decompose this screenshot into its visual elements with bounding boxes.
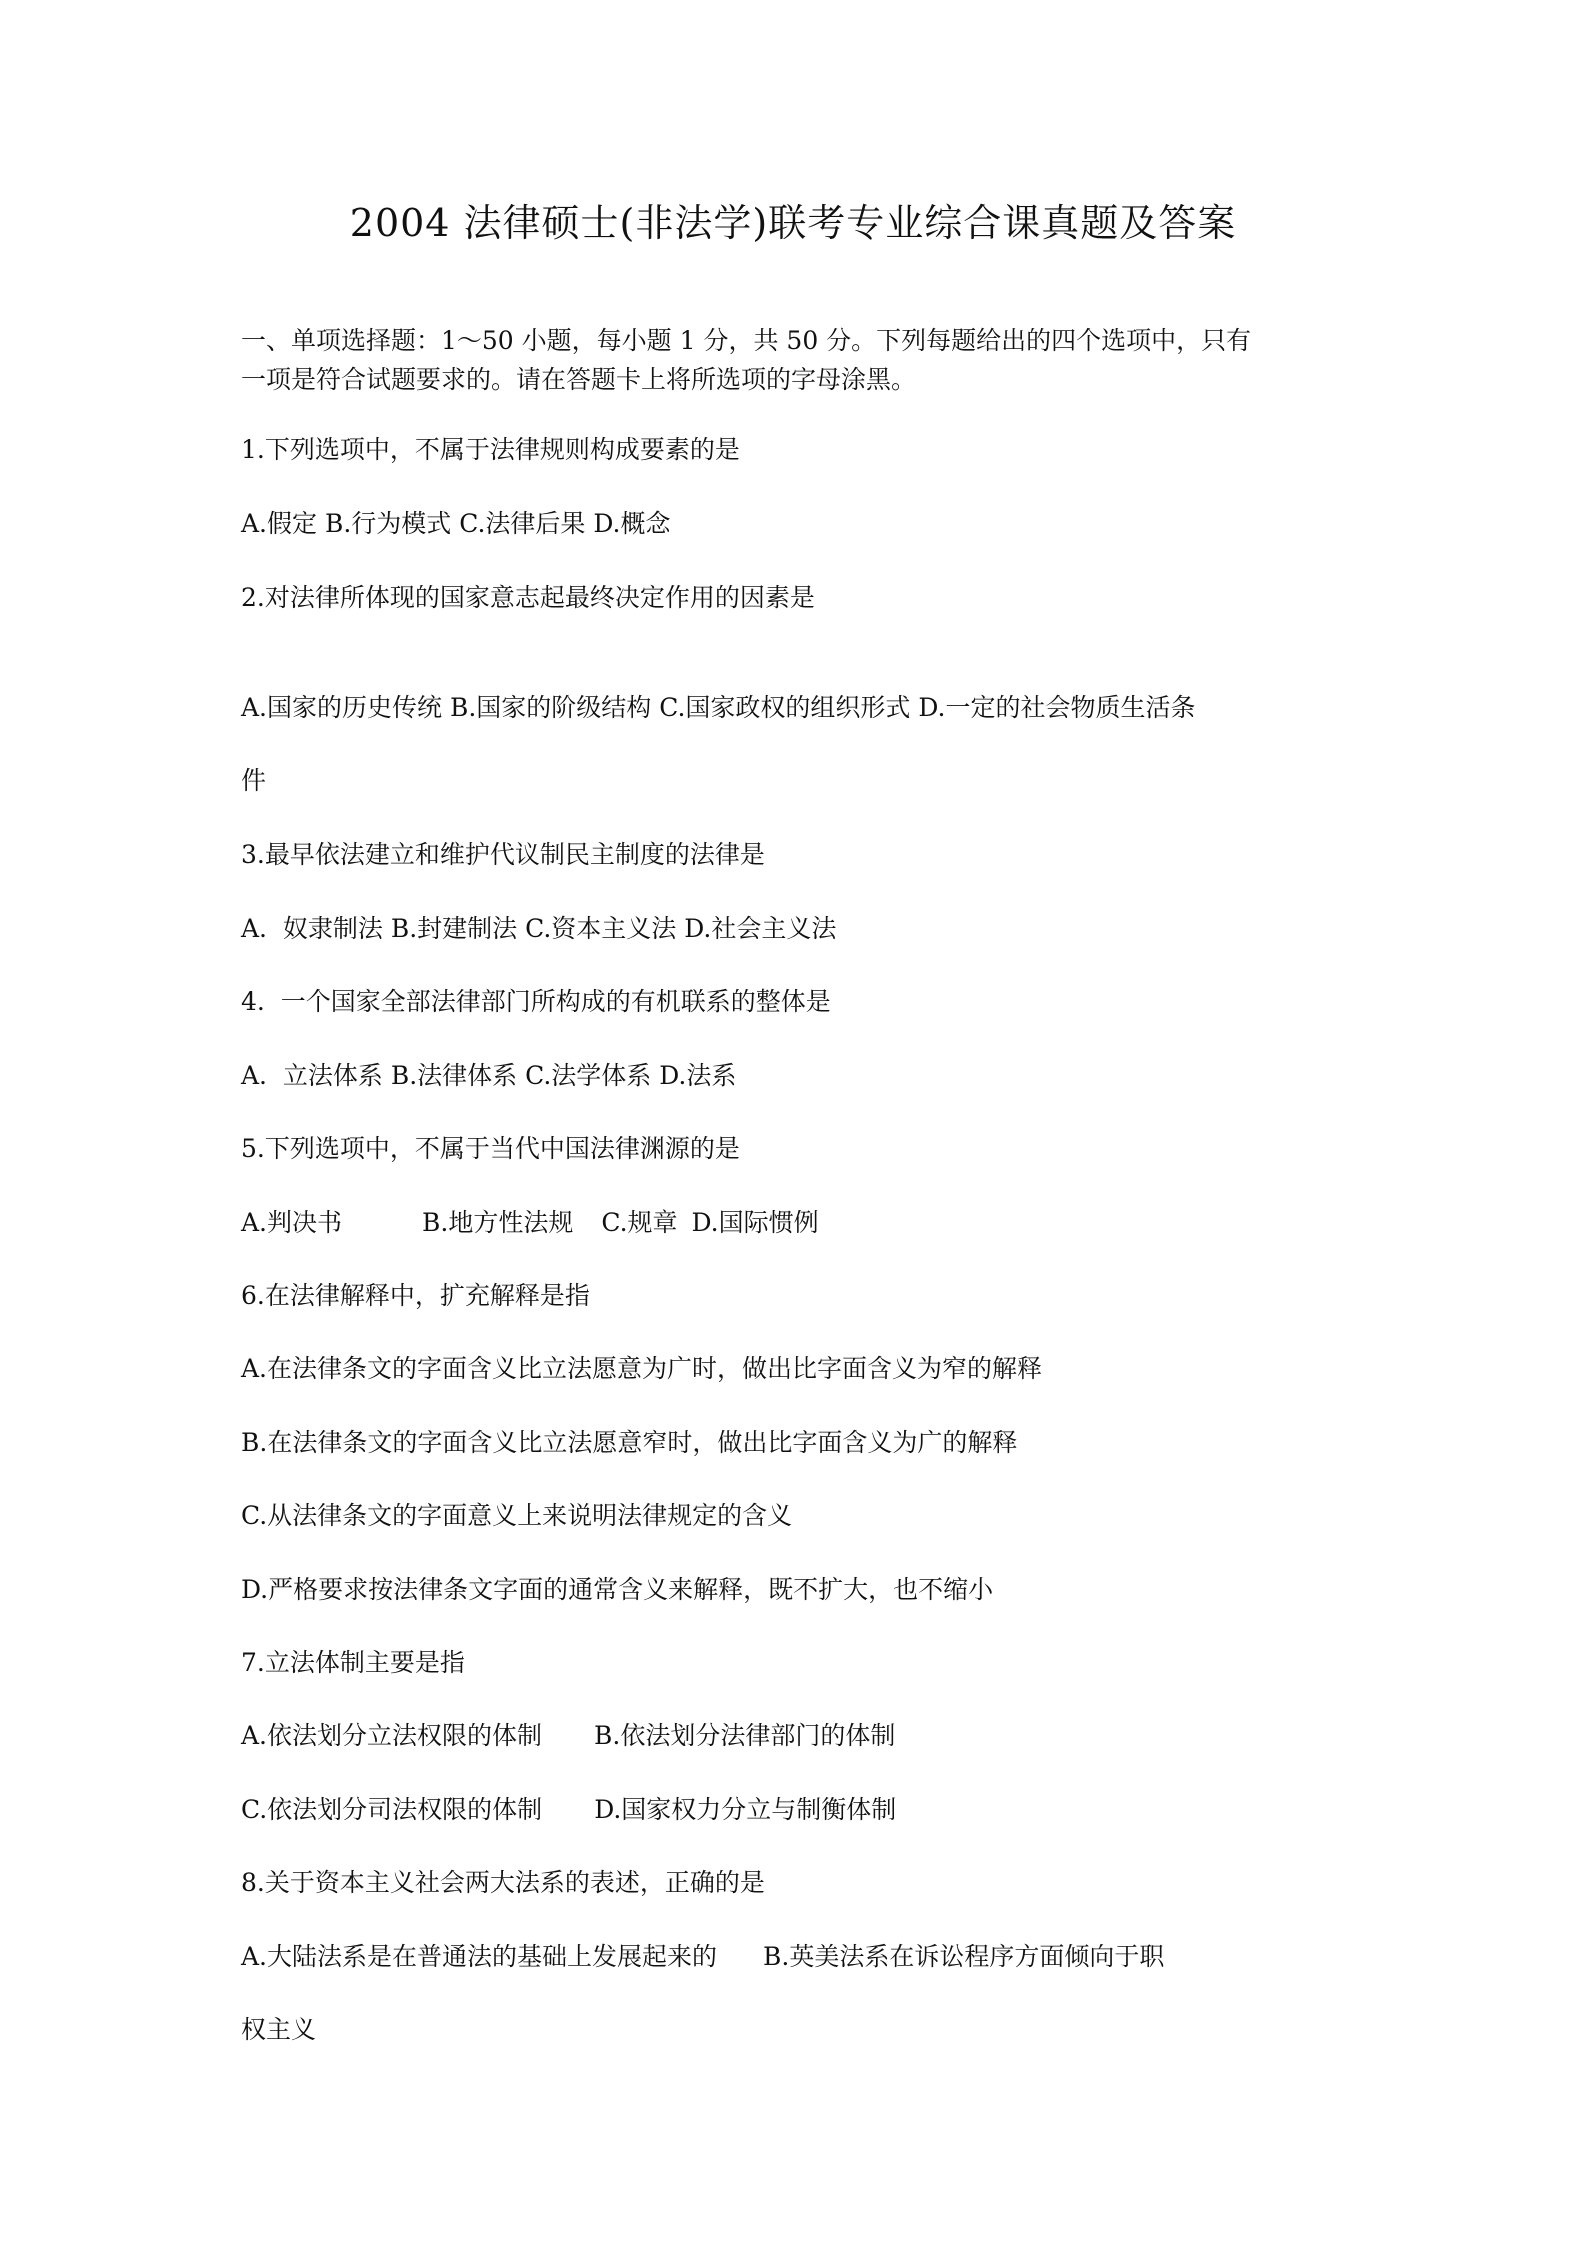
question-5-option-c: C.规章 xyxy=(601,1208,678,1237)
question-6-option-a: A.在法律条文的字面含义比立法愿意为广时，做出比字面含义为窄的解释 xyxy=(241,1354,1043,1383)
question-8-option-a: A.大陆法系是在普通法的基础上发展起来的 xyxy=(241,1942,718,1971)
question-5-options xyxy=(241,1205,819,1241)
question-5-option-b: B.地方性法规 xyxy=(422,1208,574,1237)
question-7-option-d: D.国家权力分立与制衡体制 xyxy=(594,1795,897,1824)
document-title: 2004 法律硕士(非法学)联考专业综合课真题及答案 xyxy=(349,201,1237,245)
question-5-option-a: A.判决书 xyxy=(241,1208,343,1237)
question-7-options-line-2 xyxy=(241,1792,896,1828)
question-1-options: A.假定 B.行为模式 C.法律后果 D.概念 xyxy=(241,509,671,538)
question-6-option-c: C.从法律条文的字面意义上来说明法律规定的含义 xyxy=(241,1501,793,1530)
question-4-stem: 4. 一个国家全部法律部门所构成的有机联系的整体是 xyxy=(241,987,831,1016)
question-6-option-d: D.严格要求按法律条文字面的通常含义来解释，既不扩大，也不缩小 xyxy=(241,1575,994,1604)
question-4-options: A. 立法体系 B.法律体系 C.法学体系 D.法系 xyxy=(241,1061,737,1090)
question-8-options-line-2: 权主义 xyxy=(241,2015,317,2044)
question-5-stem: 5.下列选项中，不属于当代中国法律渊源的是 xyxy=(241,1134,740,1163)
question-7-option-b: B.依法划分法律部门的体制 xyxy=(594,1721,896,1750)
question-5-option-d: D.国际惯例 xyxy=(691,1208,819,1237)
question-6-stem: 6.在法律解释中，扩充解释是指 xyxy=(241,1281,590,1310)
instruction-line-1: 一、单项选择题：1～50 小题，每小题 1 分，共 50 分。下列每题给出的四个选项中，只有 xyxy=(241,326,1252,355)
question-7-option-a: A.依法划分立法权限的体制 xyxy=(241,1721,543,1750)
instruction-line-2: 一项是符合试题要求的。请在答题卡上将所选项的字母涂黑。 xyxy=(241,365,917,394)
question-2-stem: 2.对法律所体现的国家意志起最终决定作用的因素是 xyxy=(241,583,815,612)
question-1-stem: 1.下列选项中，不属于法律规则构成要素的是 xyxy=(241,435,740,464)
question-7-options-line-1 xyxy=(241,1718,895,1754)
question-3-stem: 3.最早依法建立和维护代议制民主制度的法律是 xyxy=(241,840,765,869)
question-8-stem: 8.关于资本主义社会两大法系的表述，正确的是 xyxy=(241,1868,765,1897)
question-8-option-b: B.英美法系在诉讼程序方面倾向于职 xyxy=(763,1942,1165,1971)
question-6-option-b: B.在法律条文的字面含义比立法愿意窄时，做出比字面含义为广的解释 xyxy=(241,1428,1018,1457)
question-2-options-line-1: A.国家的历史传统 B.国家的阶级结构 C.国家政权的组织形式 D.一定的社会物质生活条 xyxy=(241,693,1196,722)
question-3-options: A. 奴隶制法 B.封建制法 C.资本主义法 D.社会主义法 xyxy=(241,914,837,943)
question-7-option-c: C.依法划分司法权限的体制 xyxy=(241,1795,543,1824)
question-8-options-line-1 xyxy=(241,1939,1164,1975)
question-2-options-line-2: 件 xyxy=(241,766,267,795)
question-7-stem: 7.立法体制主要是指 xyxy=(241,1648,465,1677)
